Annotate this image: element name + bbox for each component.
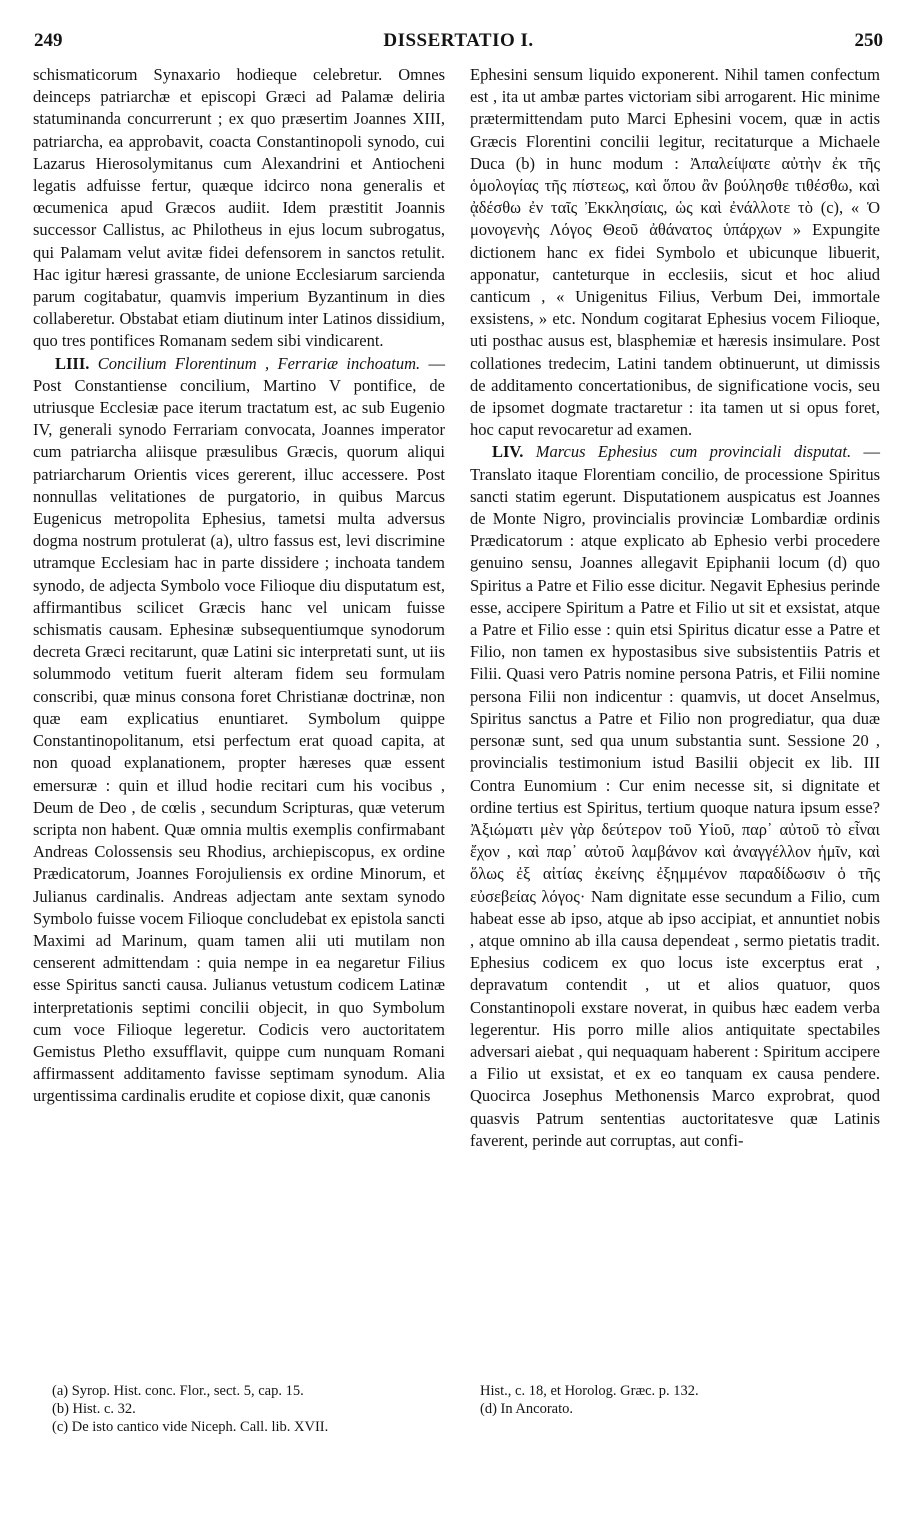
section-title: Marcus Ephesius cum provinciali disputat. (535, 442, 852, 462)
section-body: — Translato itaque Florentiam concilio, de processione Spiritus sancti statim egerunt. Disputationem auspicatus est Joannes de Monte Nigro, provincialis provinciæ Lombardiæ ordinis Prædicatorum : atque explicato ab Ephesio verbi procedere genuino sensu, Joannes allegavit Epiphanii locum (d) quo Spiritus a Patre et Filio esse dicitur. Negavit Ephesius perinde esse, accipere Spiritum a Patre et Filio ut sit et exsistat, atque a Patre et Filio esse : quin etsi Spiritus dicatur esse a Patre et Filio, non tamen ex hypostasibus sive subsistentiis Patris et Filii. Quasi vero Patris nomine persona Patris, et Filii nomine persona Filii non indicentur : quamvis, ut docet Anselmus, Spiritus sanctus a Patre et Filio non progrediatur, qua duæ personæ sunt, sed qua unum substantia sunt. Sessione 20 , provincialis testimonium istud Basilii objecit ex lib. III Contra Eunomium : Cur enim necesse sit, si dignitate et ordine tertius est Spiritus, tertium quoque natura ipsum esse? Ἀξιώματι μὲν γὰρ δεύτερον τοῦ Υἱοῦ, παρ᾽ αὐτοῦ τὸ εἶναι ἔχον , καὶ παρ᾽ αὐτοῦ λαμβάνον καὶ ἀναγγέλλον ἡμῖν, καὶ ὅλως ἐξ αἰτίας ἐκείνης ἐξημμένον παραδίδωσιν ὁ τῆς εὐσεβείας λόγος· Nam dignitate esse secundum a Filio, cum habeat esse ab ipso, atque ab ipso accipiat, et annuntiet nobis , atque omnino ab illa causa dependeat , sermo pietatis tradit. Ephesius codicem ex quo locus iste excerptus erat , depravatum contendit , ut et alios quatuor, quos Constantinopoli exstare noverat, in quibus hæc eadem verba legerentur. His porro mille alios antiquitate spectabiles adversari aiebat , qui nequaquam haberent : Spiritum accipere a Filio ut exsistat, et ex eo tanquam ex causa pendere. Quocirca Josephus Methonensis Marco exprobrat, quod quasvis Patrum sententias auctoritatesve quæ Latinis faverent, perinde aut corruptas, aut confi- (470, 442, 881, 1150)
running-title: DISSERTATIO I. (383, 30, 534, 51)
footnote-d: (d) In Ancorato. (480, 1401, 574, 1417)
footnotes-left (52, 1382, 444, 1436)
page-number-left: 249 (34, 30, 63, 51)
footnotes-right (470, 1382, 880, 1418)
paragraph-continued: schismaticorum Synaxario hodieque celebretur. Omnes deinceps patriarchæ et episcopi Græci ad Palamæ deliria statuminanda concurrerunt ; ex quo præsertim Joannes XIII, patriarcha, ea approbavit, coacta Constantinopoli synodo, cui Lazarus Hierosolymitanus cum Alexandrini et Antiocheni legatis adfuisse fertur, quæque idcirco nona generalis et œcumenica apud Græcos audiit. Idem præstitit Joannis successor Callistus, ac Philotheus in ejus locum subrogatus, qui Palamam velut avitæ fidei defensorem in sanctos retulit. Hac igitur hæresi grassante, de unione Ecclesiarum sarcienda parum cogitabatur, quamvis imperium Byzantinum in dies collaberetur. Obstabat etiam diutinum inter Latinos dissidium, quo tres pontifices Romanam sedem sibi vindicarent. (33, 65, 445, 351)
running-header (34, 30, 883, 58)
footnote-b: (b) Hist. c. 32. (52, 1401, 136, 1417)
section-number: LIII. (55, 353, 90, 373)
right-column (470, 64, 880, 1152)
section-number: LIV. (492, 442, 524, 462)
section-title: Concilium Florentinum , Ferrariæ inchoatum. (97, 353, 421, 373)
left-column (33, 64, 445, 1108)
paragraph-liv (470, 441, 880, 1152)
footnote-c: (c) De isto cantico vide Niceph. Call. lib. XVII. (52, 1419, 329, 1435)
footnote-a: (a) Syrop. Hist. conc. Flor., sect. 5, cap. 15. (52, 1383, 304, 1399)
footnote-continued: Hist., c. 18, et Horolog. Græc. p. 132. (480, 1383, 699, 1399)
paragraph-continued: Ephesini sensum liquido exponerent. Nihil tamen confectum est , ita ut ambæ partes victoriam sibi arrogarent. Hic minime prætermittendam puto Marci Ephesini vocem, quæ in actis Græcis Florentini concilii legitur, recitaturque a Michaele Duca (b) in hunc modum : Ἀπαλείψατε αὐτὴν ἐκ τῆς ὁμολογίας τῆς πίστεως, καὶ ὅπου ἂν βούλησθε τιθέσθω, καὶ ᾀδέσθω ἐν ταῖς Ἐκκλησίαις, ὡς καὶ ἐνάλλοτε τὸ (c), « Ὁ μονογενὴς Λόγος Θεοῦ ἀθάνατος ὑπάρχων » Expungite dictionem hanc ex fidei Symbolo et ubicunque libuerit, apponatur, canteturque in ecclesiis, sicut et hoc aliud canticum , « Unigenitus Filius, Verbum Dei, immortale exsistens, » etc. Nondum cogitarat Ephesius vocem Filioque, uti posthac ausus est, blasphemiæ et hæresis insimulare. Post collationes tredecim, Latini tandem obtinuerunt, ut dimissis de additamento concertationibus, de significatione vocis, seu de ipsomet dogmate tractaretur : ita tamen ut si opus foret, hoc caput revocaretur ad examen. (470, 65, 880, 440)
section-body: — Post Constantiense concilium, Martino V pontifice, de utriusque Ecclesiæ pace iterum tractatum est, ac sub Eugenio IV, generali synodo Ferrariam convocata, Joannes imperator cum patriarcha aliisque præsulibus Græcis, quorum aliqui patriarcharum Orientis vices gererent, illuc accessere. Post nonnullas velitationes de purgatorio, in quibus Marcus Eugenicus metropolita Ephesius, tametsi multa adversus dogma nostrum protulerat (a), ultro fassus est, levi discrimine utramque Ecclesiam hac in parte dissidere ; inchoata tandem synodo, de adjecta Symbolo voce Filioque diu disputatum est, affirmantibus scilicet Græcis hanc vel unicam fuisse schismatis causam. Ephesinæ subsequentiumque synodorum decreta Græci recitarunt, quæ Latini sic interpretati sunt, ut iis solummodo vetitum fuerit alteram fidem seu formulam conscribi, quæ minus consona foret Christianæ doctrinæ, non quæ eam explicatius enuntiaret. Symbolum quippe Constantinopolitanum, etsi perfectum erat quoad capita, at non quoad explanationem, propter hæreses quæ essent emersuræ : quin et illud hodie recitari cum his vocibus , Deum de Deo , de cœlis , secundum Scripturas, quæ veterum scripta non habent. Quæ omnia multis exemplis confirmabant Andreas Colossensis seu Rhodius, archiepiscopus, ex ordine Prædicatorum, Joannes Forojuliensis ex ordine Minorum, et Julianus cardinalis. Andreas adjectam ante sextam synodo Symbolo fuisse vocem Filioque concludebat ex epistola sancti Maximi ad Marinum, quam tamen alii uti mutilam non censerent admittendam : quia nempe in ea negaretur Filius esse Spiritus sancti causa. Julianus vetustum codicem Latinæ interpretationis septimi concilii objecit, in quo Symbolum cum voce Filioque legeretur. Codicis vero auctoritatem Gemistus Pletho exsufflavit, quippe cum nunquam Romani affirmassent additamento favisse septimam synodum. Alia urgentissima cardinalis erudite et copiose dixit, quæ canonis (33, 353, 445, 1106)
paragraph-liii (33, 353, 445, 1108)
page-number-right: 250 (854, 30, 883, 51)
